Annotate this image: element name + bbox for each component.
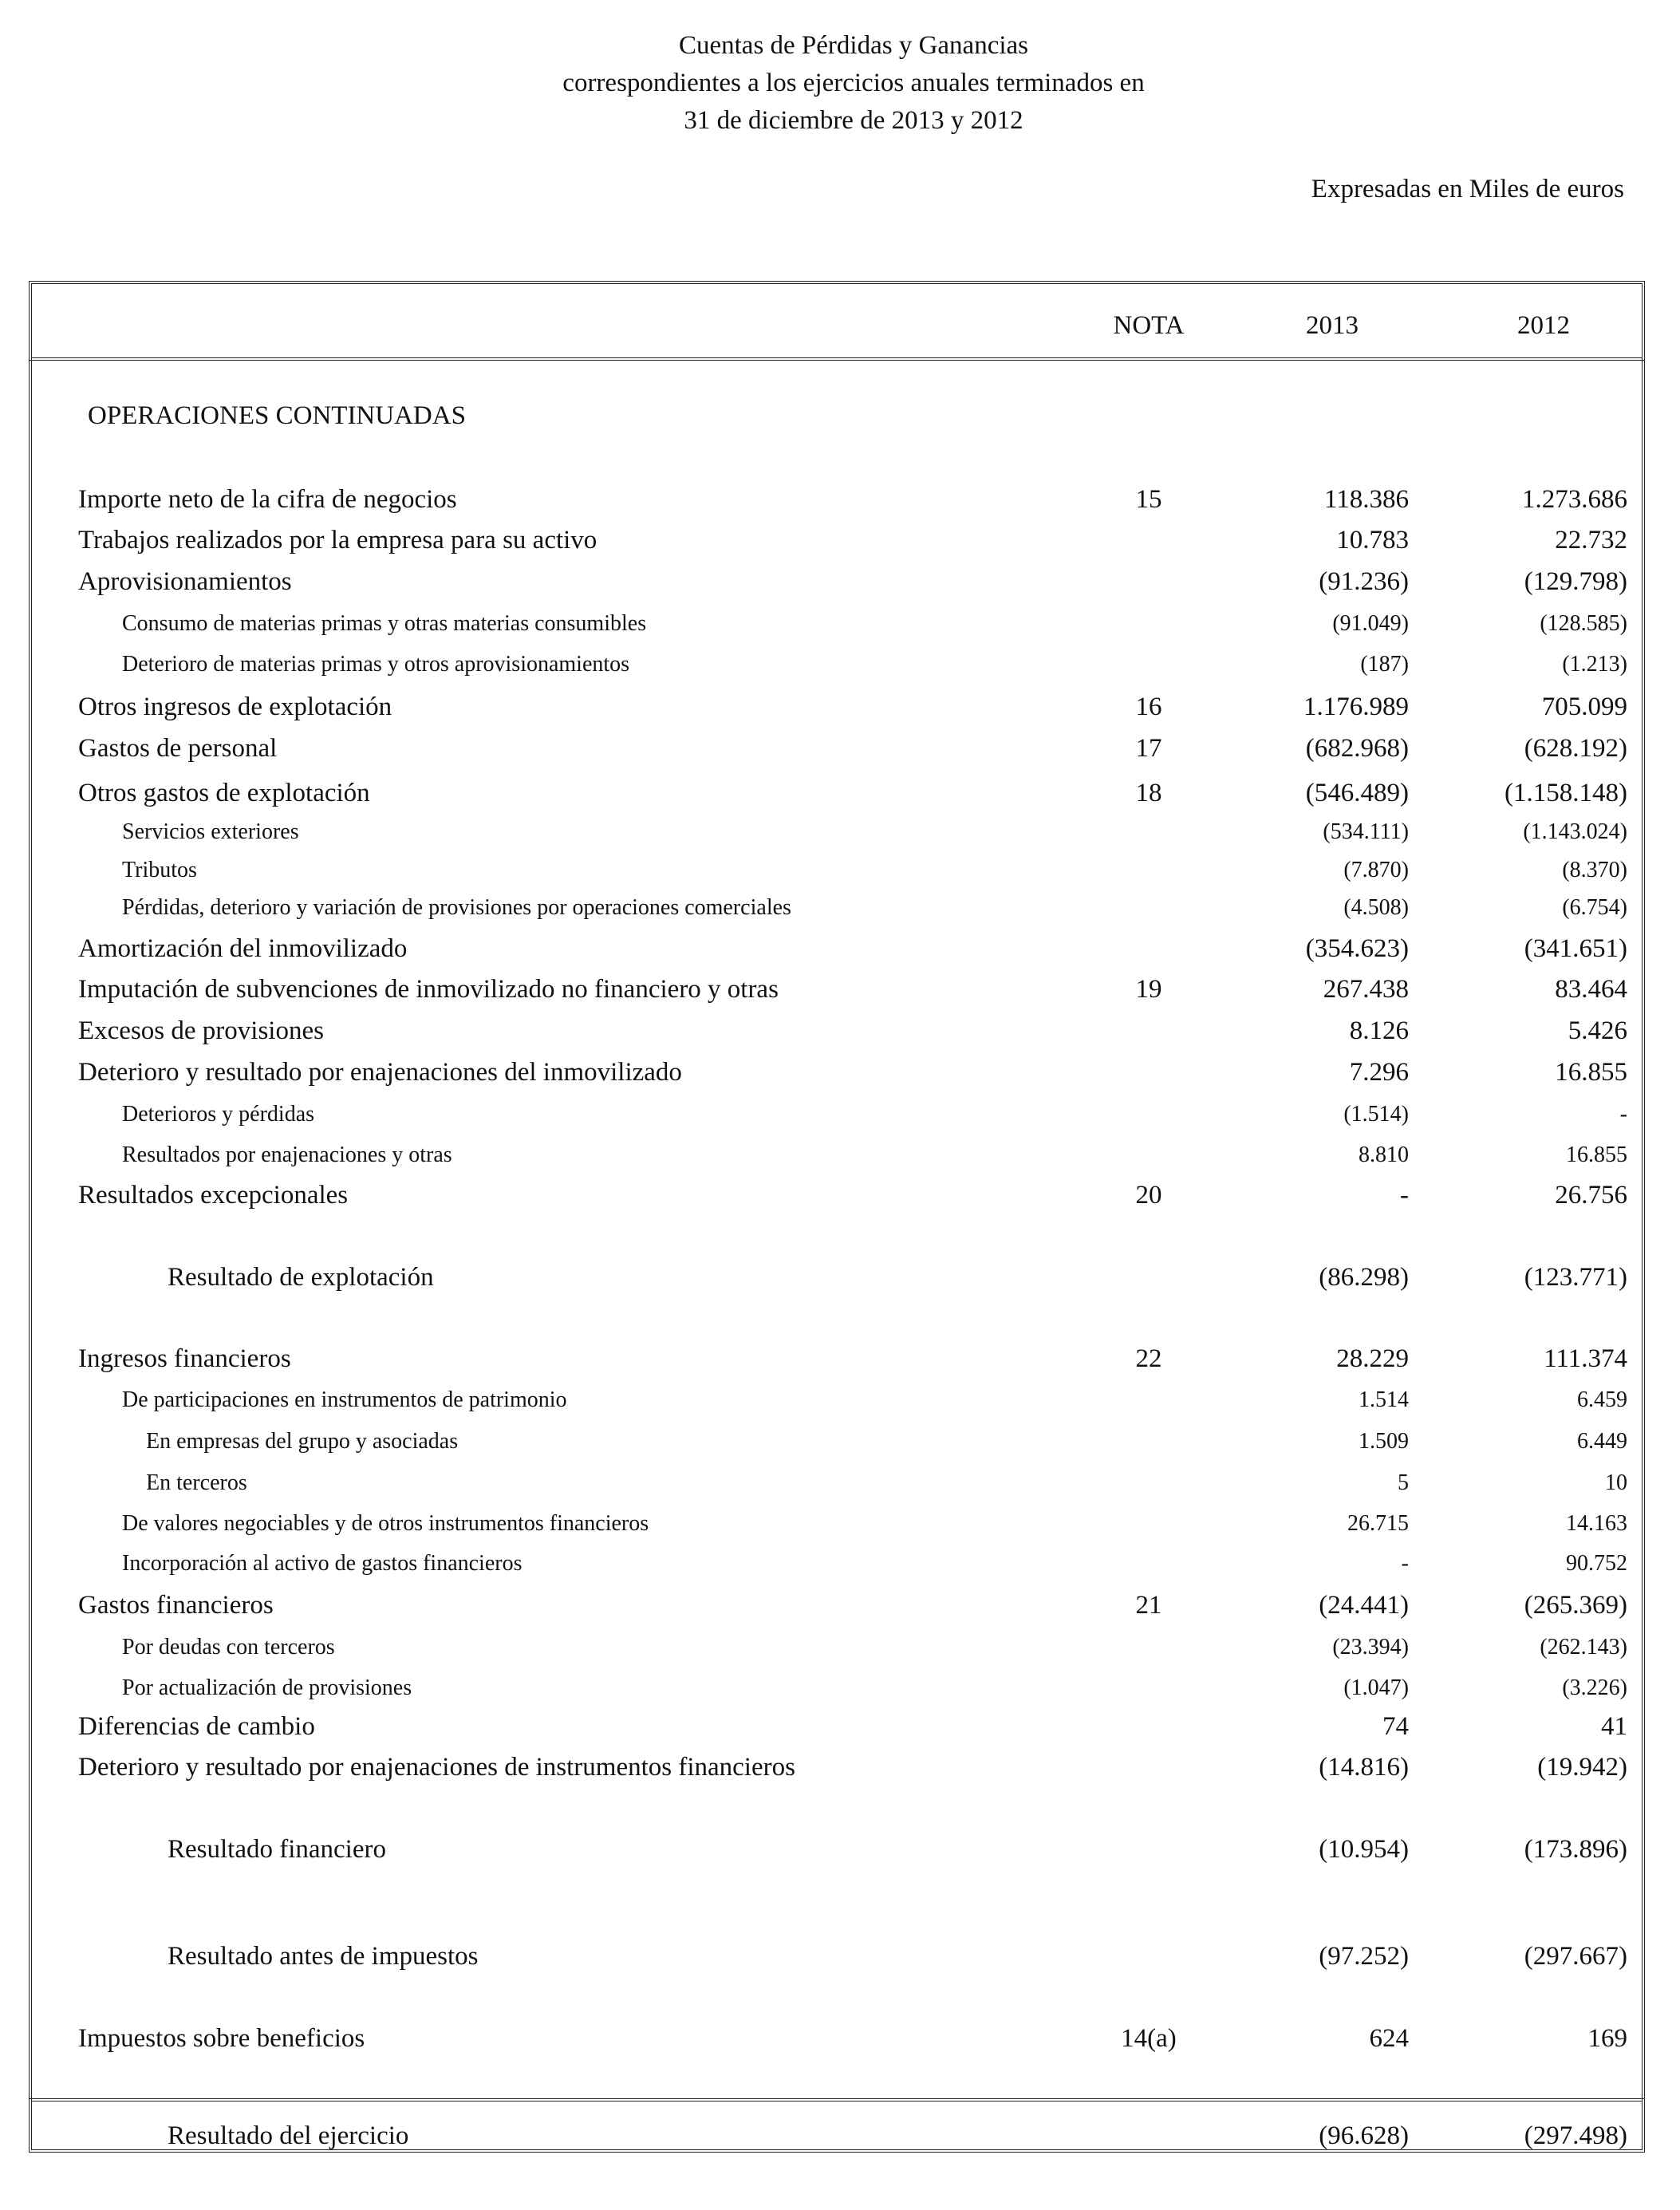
table-row bbox=[0, 1630, 1680, 1665]
table-row bbox=[0, 890, 1680, 925]
row-label: Impuestos sobre beneficios bbox=[78, 2024, 365, 2053]
row-value-2013: (24.441) bbox=[1319, 1591, 1409, 1620]
row-value-2013: 5 bbox=[1398, 1470, 1409, 1495]
row-label: Deterioros y pérdidas bbox=[122, 1102, 315, 1127]
table-row bbox=[0, 482, 1680, 517]
row-value-2012: (8.370) bbox=[1562, 858, 1627, 882]
row-value-2012: 705.099 bbox=[1541, 693, 1627, 721]
row-label: De participaciones en instrumentos de patrimonio bbox=[122, 1387, 567, 1412]
row-value-2013: 8.810 bbox=[1359, 1142, 1409, 1167]
row-value-2013: (10.954) bbox=[1319, 1835, 1409, 1864]
column-header-nota: NOTA bbox=[1113, 311, 1185, 340]
row-value-2013: (91.049) bbox=[1332, 611, 1409, 636]
table-row bbox=[0, 1671, 1680, 1706]
row-nota: 22 bbox=[1135, 1344, 1162, 1373]
row-value-2012: 14.163 bbox=[1566, 1511, 1627, 1536]
row-value-2013: (546.489) bbox=[1305, 779, 1409, 807]
row-value-2012: (129.798) bbox=[1524, 567, 1627, 596]
row-label: Deterioro y resultado por enajenaciones de instrumentos financieros bbox=[78, 1753, 795, 1782]
table-row bbox=[0, 523, 1680, 558]
row-value-2012: 41 bbox=[1601, 1712, 1627, 1741]
row-value-2013: (534.111) bbox=[1323, 819, 1409, 844]
row-value-2013: (682.968) bbox=[1305, 734, 1409, 763]
row-label: Consumo de materias primas y otras materias consumibles bbox=[122, 611, 647, 636]
row-value-2013: 1.514 bbox=[1359, 1387, 1409, 1412]
row-label: Resultados excepcionales bbox=[78, 1181, 349, 1210]
row-value-2012: (1.213) bbox=[1562, 652, 1627, 677]
row-label: Resultado de explotación bbox=[168, 1263, 434, 1292]
row-nota: 21 bbox=[1135, 1591, 1162, 1620]
row-value-2013: (354.623) bbox=[1305, 934, 1409, 963]
table-row bbox=[0, 775, 1680, 811]
row-value-2013: 28.229 bbox=[1336, 1344, 1409, 1373]
row-value-2013: 10.783 bbox=[1336, 526, 1409, 554]
row-label: Imputación de subvenciones de inmovilizado no financiero y otras bbox=[78, 975, 779, 1004]
row-label: Resultado del ejercicio bbox=[168, 2121, 409, 2150]
row-label: Importe neto de la cifra de negocios bbox=[78, 485, 457, 514]
total-row bbox=[0, 1939, 1680, 1974]
row-value-2012: 111.374 bbox=[1544, 1344, 1627, 1373]
row-value-2012: (341.651) bbox=[1524, 934, 1627, 963]
total-row bbox=[0, 1832, 1680, 1867]
row-value-2012: 90.752 bbox=[1566, 1551, 1627, 1576]
row-label: Pérdidas, deterioro y variación de provisiones por operaciones comerciales bbox=[122, 895, 791, 920]
row-label: Por deudas con terceros bbox=[122, 1635, 335, 1659]
row-nota: 18 bbox=[1135, 779, 1162, 807]
subtitle-line: correspondientes a los ejercicios anuales terminados en bbox=[562, 69, 1145, 97]
row-value-2012: (265.369) bbox=[1524, 1591, 1627, 1620]
row-label: En terceros bbox=[146, 1470, 247, 1495]
row-value-2012: 169 bbox=[1587, 2024, 1627, 2053]
row-value-2012: (297.498) bbox=[1524, 2121, 1627, 2150]
table-row bbox=[0, 1013, 1680, 1048]
row-value-2013: (96.628) bbox=[1319, 2121, 1409, 2150]
row-label: Ingresos financieros bbox=[78, 1344, 291, 1373]
row-value-2012: 6.459 bbox=[1577, 1387, 1627, 1412]
table-row bbox=[0, 1588, 1680, 1623]
row-value-2013: (23.394) bbox=[1332, 1635, 1409, 1659]
row-label: En empresas del grupo y asociadas bbox=[146, 1429, 459, 1454]
row-value-2013: (7.870) bbox=[1343, 858, 1409, 882]
row-value-2012: 1.273.686 bbox=[1522, 485, 1627, 514]
row-label: Por actualización de provisiones bbox=[122, 1675, 412, 1700]
row-value-2013: - bbox=[1401, 1551, 1409, 1576]
row-value-2012: 22.732 bbox=[1555, 526, 1627, 554]
table-row bbox=[0, 689, 1680, 724]
row-value-2013: 1.509 bbox=[1359, 1429, 1409, 1454]
row-label: Gastos financieros bbox=[78, 1591, 274, 1620]
row-value-2012: (123.771) bbox=[1524, 1263, 1627, 1292]
row-label: Tributos bbox=[122, 858, 197, 882]
table-row bbox=[0, 1466, 1680, 1501]
date-line: 31 de diciembre de 2013 y 2012 bbox=[684, 106, 1023, 135]
row-value-2013: 118.386 bbox=[1323, 485, 1409, 514]
row-value-2012: (297.667) bbox=[1524, 1942, 1627, 1971]
row-label: Otros gastos de explotación bbox=[78, 779, 370, 807]
row-value-2013: 26.715 bbox=[1347, 1511, 1409, 1536]
row-label: Resultado antes de impuestos bbox=[168, 1942, 479, 1971]
row-value-2013: 7.296 bbox=[1349, 1058, 1409, 1087]
row-value-2012: (6.754) bbox=[1562, 895, 1627, 920]
row-value-2012: (1.158.148) bbox=[1505, 779, 1627, 807]
row-value-2013: (187) bbox=[1360, 652, 1409, 677]
row-nota: 14(a) bbox=[1121, 2024, 1177, 2053]
row-value-2012: (262.143) bbox=[1540, 1635, 1627, 1659]
row-nota: 17 bbox=[1135, 734, 1162, 763]
row-value-2013: (1.514) bbox=[1343, 1102, 1409, 1127]
row-nota: 15 bbox=[1135, 485, 1162, 514]
row-label: Aprovisionamientos bbox=[78, 567, 292, 596]
row-value-2012: (3.226) bbox=[1562, 1675, 1627, 1700]
row-value-2013: (14.816) bbox=[1319, 1753, 1409, 1782]
row-value-2013: 1.176.989 bbox=[1303, 693, 1409, 721]
title-line: Cuentas de Pérdidas y Ganancias bbox=[678, 31, 1029, 60]
row-value-2013: 8.126 bbox=[1349, 1016, 1409, 1045]
section-title: OPERACIONES CONTINUADAS bbox=[88, 401, 466, 430]
table-row bbox=[0, 606, 1680, 641]
table-row bbox=[0, 1138, 1680, 1173]
row-nota: 16 bbox=[1135, 693, 1162, 721]
row-value-2013: 74 bbox=[1382, 1712, 1409, 1741]
row-value-2012: (628.192) bbox=[1524, 734, 1627, 763]
table-row bbox=[0, 564, 1680, 599]
row-label: Incorporación al activo de gastos financieros bbox=[122, 1551, 523, 1576]
row-value-2012: (173.896) bbox=[1524, 1835, 1627, 1864]
table-row bbox=[0, 731, 1680, 766]
row-value-2012: 16.855 bbox=[1555, 1058, 1627, 1087]
table-row bbox=[0, 1506, 1680, 1541]
row-label: De valores negociables y de otros instrumentos financieros bbox=[122, 1511, 649, 1536]
table-row bbox=[0, 972, 1680, 1007]
table-row bbox=[0, 1750, 1680, 1785]
row-value-2013: (91.236) bbox=[1319, 567, 1409, 596]
row-value-2012: (19.942) bbox=[1537, 1753, 1627, 1782]
table-row bbox=[0, 1055, 1680, 1090]
row-value-2012: 26.756 bbox=[1555, 1181, 1627, 1210]
table-row bbox=[0, 1383, 1680, 1418]
row-label: Gastos de personal bbox=[78, 734, 278, 763]
row-label: Amortización del inmovilizado bbox=[78, 934, 408, 963]
table-row bbox=[0, 1097, 1680, 1132]
row-label: Excesos de provisiones bbox=[78, 1016, 324, 1045]
table-row bbox=[0, 1424, 1680, 1459]
row-value-2013: (86.298) bbox=[1319, 1263, 1409, 1292]
table-row bbox=[0, 931, 1680, 966]
row-value-2012: - bbox=[1619, 1102, 1627, 1127]
row-value-2013: 624 bbox=[1369, 2024, 1409, 2053]
row-nota: 19 bbox=[1135, 975, 1162, 1004]
row-value-2012: 5.426 bbox=[1568, 1016, 1627, 1045]
row-nota: 20 bbox=[1135, 1181, 1162, 1210]
table-row bbox=[0, 1178, 1680, 1213]
row-label: Deterioro de materias primas y otros aprovisionamientos bbox=[122, 652, 630, 677]
row-value-2013: 267.438 bbox=[1323, 975, 1409, 1004]
row-label: Diferencias de cambio bbox=[78, 1712, 315, 1741]
row-label: Servicios exteriores bbox=[122, 819, 299, 844]
row-value-2012: 10 bbox=[1605, 1470, 1627, 1495]
column-header-2012: 2012 bbox=[1517, 311, 1570, 340]
row-value-2013: (4.508) bbox=[1343, 895, 1409, 920]
table-row bbox=[0, 647, 1680, 682]
row-label: Resultados por enajenaciones y otras bbox=[122, 1142, 452, 1167]
table-row bbox=[0, 853, 1680, 888]
currency-note: Expresadas en Miles de euros bbox=[1311, 175, 1624, 203]
row-value-2012: 83.464 bbox=[1555, 975, 1627, 1004]
row-value-2013: - bbox=[1400, 1181, 1409, 1210]
row-value-2012: 16.855 bbox=[1566, 1142, 1627, 1167]
table-row bbox=[0, 1709, 1680, 1744]
column-header-2013: 2013 bbox=[1306, 311, 1359, 340]
row-value-2013: (97.252) bbox=[1319, 1942, 1409, 1971]
total-row bbox=[0, 2118, 1680, 2153]
row-label: Otros ingresos de explotación bbox=[78, 693, 392, 721]
row-value-2013: (1.047) bbox=[1343, 1675, 1409, 1700]
row-label: Trabajos realizados por la empresa para su activo bbox=[78, 526, 597, 554]
table-row bbox=[0, 1341, 1680, 1376]
table-row bbox=[0, 815, 1680, 850]
table-row bbox=[0, 1546, 1680, 1581]
row-value-2012: 6.449 bbox=[1577, 1429, 1627, 1454]
total-row bbox=[0, 1260, 1680, 1295]
row-label: Resultado financiero bbox=[168, 1835, 386, 1864]
row-value-2012: (1.143.024) bbox=[1523, 819, 1627, 844]
row-label: Deterioro y resultado por enajenaciones del inmovilizado bbox=[78, 1058, 682, 1087]
row-value-2012: (128.585) bbox=[1540, 611, 1627, 636]
table-row bbox=[0, 2021, 1680, 2056]
